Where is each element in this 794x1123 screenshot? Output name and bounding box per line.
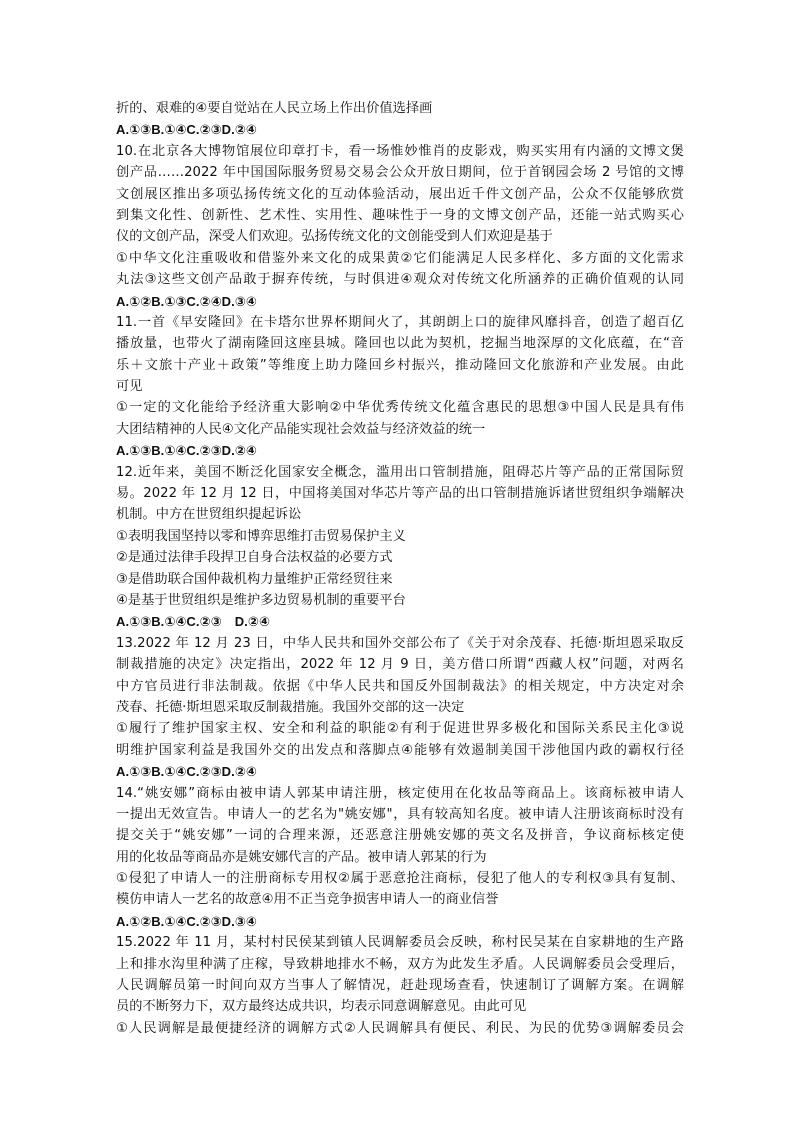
text-line: 仪的文创产品，深受人们欢迎。弘扬传统文化的文创能受到人们欢迎是基于: [116, 229, 553, 245]
text-line: 10.在北京各大博物馆展位印章打卡，看一场惟妙惟肖的皮影戏，购买实用有内涵的文博文煲: [116, 143, 684, 159]
text-line: 折的、艰难的④要自觉站在人民立场上作出价值选择画: [116, 101, 433, 116]
text-line: 员的不断努力下，双方最终达成共识，均表示同意调解意见。由此可见: [116, 999, 527, 1015]
text-line: 13.2022 年 12 月 23 日，中华人民共和国外交部公布了《关于对余茂春、托德·斯坦恩采取反: [116, 635, 684, 651]
text-line: 到集文化性、创新性、艺术性、实用性、趣味性于一身的文博文创产品，还能一站式购买心: [116, 207, 684, 223]
text-line: 12.近年来，美国不断泛化国家安全概念，滥用出口管制措施，阻碍芯片等产品的正常国际贸: [116, 464, 684, 480]
answer-options-line: A.①②B.①③C.②④D.③④: [116, 293, 257, 309]
answer-options-line: A.①③B.①④C.②③D.②④: [116, 764, 257, 780]
text-line: ①人民调解是最便捷经济的调解方式②人民调解具有便民、利民、为民的优势③调解委员会: [116, 1020, 684, 1036]
text-line: 机制。中方在世贸组织提起诉讼: [116, 507, 302, 523]
text-line: 提交关于“姚安娜”一词的合理来源，还恶意注册姚安娜的英文名及拼音，争议商标核定使: [116, 828, 684, 844]
text-line: 可见: [116, 379, 143, 395]
text-line: ①侵犯了申请人一的注册商标专用权②属于恶意抢注商标，侵犯了他人的专利权③具有复制、: [116, 871, 684, 887]
text-line: 茂春、托德·斯坦恩采取反制裁措施。我国外交部的这一决定: [116, 699, 465, 715]
text-line: 一提出无效宣告。申请人一的艺名为"姚安娜"，具有较高知名度。被申请人注册该商标时没有: [116, 806, 684, 822]
text-line: ①一定的文化能给予经济重大影响②中华优秀传统文化蕴含惠民的思想③中国人民是具有伟: [116, 400, 684, 416]
text-line: 14.“姚安娜”商标由被申请人郭某申请注册，核定使用在化妆品等商品上。该商标被申请人: [116, 785, 684, 801]
text-line: 易。2022 年 12 月 12 日，中国将美国对华芯片等产品的出口管制措施诉诸世贸组织争端解决: [116, 486, 684, 502]
text-line: 用的化妆品等商品亦是姚安娜代言的产品。被申请人郭某的行为: [116, 849, 487, 865]
text-line: 15.2022 年 11 月，某村村民侯某到镇人民调解委员会反映，称村民吴某在自家耕地的生产路: [116, 935, 684, 951]
text-line: 大团结精神的人民④文化产品能实现社会效益与经济效益的统一: [116, 421, 486, 437]
text-line: ②是通过法律手段捍卫自身合法权益的必要方式: [116, 550, 393, 566]
text-line: 制裁措施的决定》决定指出，2022 年 12 月 9 日，美方借口所谓“西藏人权”问题，对两名: [116, 657, 684, 673]
text-line: 创产品……2022 年中国国际服务贸易交易会公众开放日期间，位于首钢园会场 2 号馆的文博: [116, 165, 684, 181]
question-text: [116, 98, 684, 1039]
text-line: ④是基于世贸组织是维护多边贸易机制的重要平台: [116, 592, 406, 608]
text-line: 文创展区推出多项弘扬传统文化的互动体验活动，展出近千件文创产品，公众不仅能够欣赏: [116, 186, 684, 202]
text-line: 模仿申请人一艺名的故意④用不正当竞争损害申请人一的商业信誉: [116, 892, 499, 908]
answer-options-line: A.①③B.①④C.②③D.②④: [116, 122, 257, 138]
text-line: ①履行了维护国家主权、安全和利益的职能②有利于促进世界多极化和国际关系民主化③说: [116, 721, 684, 737]
answer-options-line: A.①③B.①④C.②③D.②④: [116, 443, 257, 459]
text-line: ①中华文化注重吸收和借鉴外来文化的成果黄②它们能满足人民多样化、多方面的文化需求: [116, 250, 684, 266]
text-line: 丸法③这些文创产品敢于摒弃传统，与时俱进④观众对传统文化所涵养的正确价值观的认同: [116, 272, 684, 288]
answer-options-line: A.①②B.①④C.②③D.③④: [116, 913, 257, 929]
text-line: 乐＋文旅十产业＋政策”等维度上助力隆回乡村振兴，推动隆回文化旅游和产业发展。由此: [116, 357, 684, 373]
answer-options-line: A.①③B.①④C.②③ D.②④: [116, 614, 270, 630]
text-line: ①表明我国坚持以零和博弈思维打击贸易保护主义: [116, 528, 406, 544]
text-line: 明维护国家利益是我国外交的出发点和落脚点④能够有效遏制美国干涉他国内政的霸权行径: [116, 742, 684, 758]
text-line: 中方官员进行非法制裁。依据《中华人民共和国反外国制裁法》的相关规定，中方决定对余: [116, 678, 684, 694]
text-line: 上和排水沟里种满了庄稼，导致耕地排水不畅，双方为此发生矛盾。人民调解委员会受理后，: [116, 956, 684, 972]
text-line: ③是借助联合国仲裁机构力量维护正常经贸往来: [116, 571, 393, 587]
text-line: 播放量，也带火了湖南隆回这座县城。隆回也以此为契机，挖掘当地深厚的文化底蕴，在“音: [116, 336, 684, 352]
text-line: 11.一首《早安隆回》在卡塔尔世界杯期间火了，其朗朗上口的旋律风靡抖音，创造了超百亿: [116, 314, 684, 330]
text-line: 人民调解员第一时间向双方当事人了解情况，赶赴现场查看，快速制订了调解方案。在调解: [116, 978, 684, 994]
